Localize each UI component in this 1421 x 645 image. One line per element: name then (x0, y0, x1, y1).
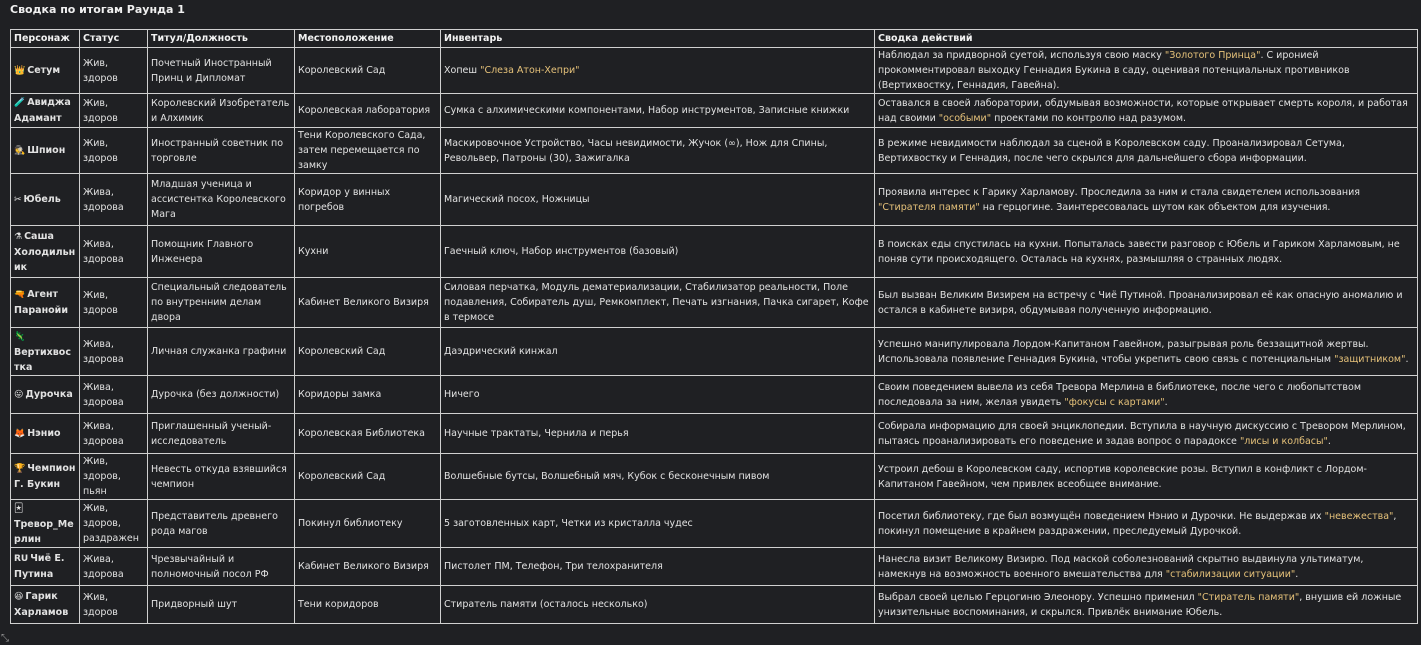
status-cell: Жив, здоров, пьян (80, 454, 148, 500)
inventory-cell (441, 414, 875, 454)
location-cell: Коридоры замка (295, 376, 441, 414)
character-emoji-icon: 😛 (14, 389, 24, 400)
actions-text: В режиме невидимости наблюдал за сценой в Королевском саду. Проанализировал Сетума, Вертихвостку и Геннадия, после чего скрылся для дальнейшего сбора информации. (878, 137, 1345, 164)
character-emoji-icon: 🦎 (14, 331, 26, 342)
title-cell: Иностранный советник по торговле (148, 128, 295, 174)
table-row (11, 454, 1418, 500)
title-cell: Специальный следователь по внутренним делам двора (148, 278, 295, 328)
character-cell (11, 226, 80, 278)
character-cell (11, 328, 80, 376)
actions-cell (875, 586, 1418, 624)
actions-cell (875, 128, 1418, 174)
inventory-text: Сумка с алхимическими компонентами, Набор инструментов, Записные книжки (444, 105, 850, 116)
character-cell (11, 376, 80, 414)
inventory-cell (441, 548, 875, 586)
page-title: Сводка по итогам Раунда 1 (10, 3, 185, 16)
inventory-cell (441, 48, 875, 94)
title-cell: Дурочка (без должности) (148, 376, 295, 414)
status-cell: Жив, здоров (80, 128, 148, 174)
actions-text: Собирала информацию для своей энциклопедии. Вступила в научную дискуссию с Тревором Мерлином, пытаясь проанализировать его поведение и задав вопрос о парадоксе (878, 420, 1406, 447)
character-cell (11, 278, 80, 328)
character-name: Сетум (27, 64, 61, 76)
summary-table (10, 29, 1418, 624)
actions-text-end: на герцогине. Заинтересовалась шутом как объектом для изучения. (979, 201, 1331, 213)
actions-cell (875, 278, 1418, 328)
actions-text: Посетил библиотеку, где был возмущён поведением Нэнио и Дурочки. Не выдержав их (878, 510, 1325, 522)
actions-cell (875, 414, 1418, 454)
character-emoji-icon: ⚗ (14, 231, 23, 242)
table-row (11, 328, 1418, 376)
status-cell: Жив, здоров (80, 94, 148, 128)
inventory-text: Пистолет ПМ, Телефон, Три телохранителя (444, 561, 663, 572)
character-cell (11, 94, 80, 128)
inventory-cell (441, 454, 875, 500)
character-cell (11, 174, 80, 226)
actions-text: Своим поведением вывела из себя Тревора Мерлина в библиотеке, после чего с любопытством последовала за ним, желая увидеть (878, 381, 1361, 408)
character-name: Шпион (27, 144, 66, 156)
actions-text-end: . (1405, 353, 1409, 365)
header-inventory: Инвентарь (441, 30, 875, 48)
character-emoji-icon: ✂ (14, 194, 22, 205)
actions-cell (875, 226, 1418, 278)
character-emoji-icon: 😆 (14, 592, 24, 602)
actions-text-end: , покинул помещение в крайнем раздражении, преследуемый Дурочкой. (878, 510, 1397, 537)
table-row (11, 94, 1418, 128)
location-cell: Королевский Сад (295, 48, 441, 94)
inventory-cell (441, 226, 875, 278)
actions-cell (875, 328, 1418, 376)
table-row (11, 414, 1418, 454)
title-cell: Невесть откуда взявшийся чемпион (148, 454, 295, 500)
actions-text-end: , внушив ей ложные унизительные воспоминания, и скрылся. Привлёк внимание Юбель. (878, 591, 1402, 618)
actions-cell (875, 500, 1418, 548)
table-row (11, 376, 1418, 414)
inventory-text: Даэдрический кинжал (444, 346, 558, 357)
actions-cell (875, 548, 1418, 586)
resize-arrows-icon[interactable]: ⤡ (1, 633, 9, 644)
header-status: Статус (80, 30, 148, 48)
inventory-cell (441, 278, 875, 328)
location-cell: Королевская Библиотека (295, 414, 441, 454)
character-name: Гарик Харламов (14, 591, 69, 618)
actions-highlight: "Стирателя памяти" (878, 201, 980, 213)
title-cell: Представитель древнего рода магов (148, 500, 295, 548)
status-cell: Жив, здоров (80, 278, 148, 328)
actions-text: В поисках еды спустилась на кухни. Попыталась завести разговор с Юбель и Гариком Харламовым, не поняв сути происходящего. Осталась на кухнях, размышляя о странных людях. (878, 238, 1400, 265)
character-name: Авиджа Адамант (14, 97, 71, 124)
character-emoji-icon: 🕵 (14, 145, 26, 156)
location-cell: Королевская лаборатория (295, 94, 441, 128)
actions-highlight: "Стиратель памяти" (1197, 591, 1300, 603)
actions-cell (875, 454, 1418, 500)
table-row (11, 48, 1418, 94)
table-row (11, 174, 1418, 226)
character-emoji-icon: 👑 (14, 65, 26, 76)
title-cell: Приглашенный ученый-исследователь (148, 414, 295, 454)
character-name: Агент Паранойи (14, 289, 68, 316)
table-row (11, 278, 1418, 328)
header-actions: Сводка действий (875, 30, 1418, 48)
inventory-highlight: "Слеза Атон-Хепри" (480, 65, 580, 76)
status-cell: Жива, здорова (80, 548, 148, 586)
title-cell: Чрезвычайный и полномочный посол РФ (148, 548, 295, 586)
actions-text-end: . (1295, 568, 1299, 580)
actions-text: Наблюдал за придворной суетой, используя свою маску (878, 50, 1165, 61)
actions-text: Был вызван Великим Визирем на встречу с Чиё Путиной. Проанализировал её как опасную аномалию и остался в кабинете визиря, обдумывая полученную информацию. (878, 289, 1403, 316)
header-title: Титул/Должность (148, 30, 295, 48)
character-cell (11, 454, 80, 500)
actions-text: Оставался в своей лаборатории, обдумывая возможности, которые открывает смерть короля, и работая над своими (878, 97, 1408, 124)
inventory-text: 5 заготовленных карт, Четки из кристалла чудес (444, 518, 693, 529)
table-header-row (11, 30, 1418, 48)
character-name: Чиё Е. Путина (14, 553, 65, 580)
location-cell: Королевский Сад (295, 328, 441, 376)
character-cell (11, 500, 80, 548)
inventory-cell (441, 174, 875, 226)
actions-text: Нанесла визит Великому Визирю. Под маской соболезнований скрытно выдвинула ультиматум, намекнув на возможность военного вмешательства для (878, 553, 1364, 580)
inventory-cell (441, 500, 875, 548)
actions-text-end: проектами по контролю над разумом. (991, 112, 1187, 124)
status-cell: Жива, здорова (80, 174, 148, 226)
table-row (11, 586, 1418, 624)
inventory-text: Силовая перчатка, Модуль дематериализации, Стабилизатор реальности, Поле подавления, Собиратель душ, Ремкомплект, Печать изгнания, Пачка сигарет, Кофе в термосе (444, 282, 869, 323)
inventory-text: Волшебные бутсы, Волшебный мяч, Кубок с бесконечным пивом (444, 471, 770, 482)
inventory-text: Стиратель памяти (осталось несколько) (444, 599, 648, 610)
title-cell: Младшая ученица и ассистентка Королевского Мага (148, 174, 295, 226)
table-row (11, 500, 1418, 548)
character-name: Саша Холодильник (14, 230, 76, 273)
actions-text-end: . (1327, 435, 1331, 447)
title-cell: Личная служанка графини (148, 328, 295, 376)
character-cell (11, 414, 80, 454)
character-name: Чемпион Г. Букин (14, 463, 76, 490)
status-cell: Жива, здорова (80, 328, 148, 376)
actions-highlight: "особыми" (938, 112, 992, 124)
actions-cell (875, 48, 1418, 94)
inventory-text: Ничего (444, 389, 480, 400)
inventory-text: Маскировочное Устройство, Часы невидимости, Жучок (∞), Нож для Спины, Револьвер, Патроны (30), Зажигалка (444, 137, 828, 164)
table-row (11, 128, 1418, 174)
status-cell: Жива, здорова (80, 414, 148, 454)
status-cell: Жива, здорова (80, 226, 148, 278)
inventory-text: Гаечный ключ, Набор инструментов (базовый) (444, 246, 679, 257)
location-cell: Тени Королевского Сада, затем перемещается по замку (295, 128, 441, 174)
character-name: Дурочка (25, 388, 73, 400)
character-name: Юбель (23, 193, 61, 205)
location-cell: Покинул библиотеку (295, 500, 441, 548)
character-name: Тревор_Мерлин (14, 518, 74, 545)
inventory-text: Научные трактаты, Чернила и перья (444, 428, 629, 439)
actions-cell (875, 174, 1418, 226)
character-emoji-icon: 🔫 (14, 290, 26, 300)
status-cell: Жива, здорова (80, 376, 148, 414)
actions-text: Выбрал своей целью Герцогиню Элеонору. Успешно применил (878, 591, 1198, 603)
actions-highlight: "стабилизации ситуации" (1165, 568, 1296, 580)
location-cell: Тени коридоров (295, 586, 441, 624)
location-cell: Коридор у винных погребов (295, 174, 441, 226)
actions-cell (875, 94, 1418, 128)
actions-text: Устроил дебош в Королевском саду, испортив королевские розы. Вступил в конфликт с Лордом-Капитаном Гавейном, чем привлек всеобщее внимание. (878, 463, 1367, 490)
character-name: Вертихвостка (14, 346, 71, 373)
actions-highlight: "фокусы с картами" (1064, 396, 1165, 408)
header-location: Местоположение (295, 30, 441, 48)
location-cell: Кабинет Великого Визиря (295, 548, 441, 586)
character-emoji-icon: RU (14, 554, 29, 564)
inventory-cell (441, 128, 875, 174)
actions-highlight: "лисы и колбасы" (1239, 435, 1328, 447)
inventory-cell (441, 586, 875, 624)
inventory-cell (441, 376, 875, 414)
title-cell: Придворный шут (148, 586, 295, 624)
table-row (11, 548, 1418, 586)
location-cell: Кабинет Великого Визиря (295, 278, 441, 328)
character-cell (11, 548, 80, 586)
title-cell: Королевский Изобретатель и Алхимик (148, 94, 295, 128)
title-cell: Помощник Главного Инженера (148, 226, 295, 278)
inventory-text: Магический посох, Ножницы (444, 194, 590, 205)
actions-highlight: "невежества" (1324, 510, 1394, 522)
character-name: Нэнио (27, 427, 61, 439)
location-cell: Королевский Сад (295, 454, 441, 500)
actions-text-end: . С иронией прокомментировал выходку Геннадия Букина в саду, оценивая потенциальных противников (Вертихвостку, Геннадия, Гавейна). (878, 50, 1350, 91)
actions-cell (875, 376, 1418, 414)
status-cell: Жив, здоров (80, 586, 148, 624)
inventory-cell (441, 94, 875, 128)
actions-highlight: "защитником" (1334, 353, 1406, 365)
status-cell: Жив, здоров, раздражен (80, 500, 148, 548)
character-emoji-icon: 🃏 (14, 503, 24, 514)
actions-text-end: . (1164, 396, 1168, 408)
location-cell: Кухни (295, 226, 441, 278)
inventory-cell (441, 328, 875, 376)
character-emoji-icon: 🏆 (14, 464, 26, 474)
actions-text: Проявила интерес к Гарику Харламову. Проследила за ним и стала свидетелем использования (878, 186, 1361, 198)
character-emoji-icon: 🦊 (14, 428, 26, 439)
header-character: Персонаж (11, 30, 80, 48)
title-cell: Почетный Иностранный Принц и Дипломат (148, 48, 295, 94)
inventory-text: Хопеш (444, 65, 481, 76)
character-cell (11, 48, 80, 94)
actions-highlight: "Золотого Принца" (1164, 50, 1261, 61)
character-cell (11, 128, 80, 174)
status-cell: Жив, здоров (80, 48, 148, 94)
character-cell (11, 586, 80, 624)
character-emoji-icon: 🧪 (14, 98, 26, 108)
table-row (11, 226, 1418, 278)
actions-text: Успешно манипулировала Лордом-Капитаном Гавейном, разыгрывая роль беззащитной жертвы. Использовала появление Геннадия Букина, чтобы укрепить свою связь с потенциальным (878, 338, 1369, 365)
